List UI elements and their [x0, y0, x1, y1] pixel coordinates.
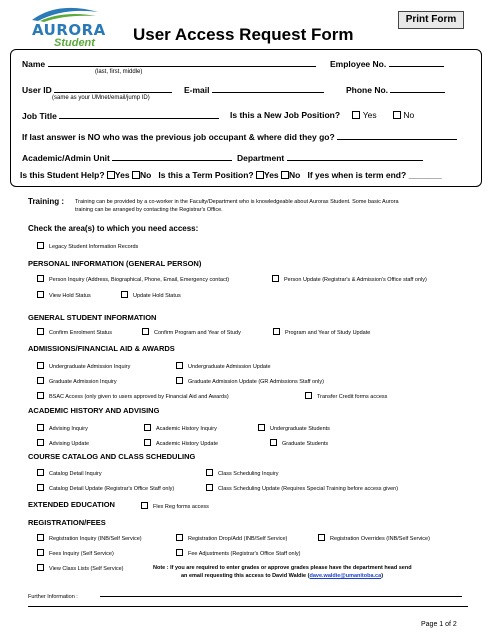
- grad-inquiry-item[interactable]: [37, 377, 117, 385]
- confirm-program-label: Confirm Program and Year of Study: [154, 330, 241, 336]
- enrolment-label: Confirm Enrolment Status: [49, 330, 112, 336]
- class-lists-label: View Class Lists (Self Service): [49, 566, 124, 572]
- advising-inquiry-item[interactable]: [37, 424, 88, 432]
- name-hint: (last, first, middle): [95, 69, 143, 75]
- grades-note-line-2: [153, 572, 412, 580]
- class-lists-item[interactable]: [37, 564, 123, 572]
- catalog-inquiry-label: Catalog Detail Inquiry: [49, 471, 102, 477]
- update-hold-item[interactable]: [121, 291, 181, 299]
- ug-update-item[interactable]: [176, 362, 271, 370]
- phone-row: [346, 84, 445, 95]
- history-inquiry-checkbox[interactable]: [144, 424, 151, 431]
- grad-update-checkbox[interactable]: [176, 377, 183, 384]
- section-course: COURSE CATALOG AND CLASS SCHEDULING: [28, 452, 196, 461]
- legacy-item[interactable]: [37, 242, 138, 250]
- history-update-label: Academic History Update: [156, 441, 219, 447]
- graduate-students-checkbox[interactable]: [270, 439, 277, 446]
- further-info-line[interactable]: [100, 596, 462, 597]
- undergrad-students-item[interactable]: [258, 424, 330, 432]
- training-text: [75, 198, 475, 214]
- job-title-label: Job Title: [22, 111, 57, 121]
- student-help-no-label: No: [139, 170, 152, 180]
- section-admissions: ADMISSIONS/FINANCIAL AID & AWARDS: [28, 344, 175, 353]
- fees-inquiry-item[interactable]: [37, 549, 114, 557]
- reg-dropadd-label: Registration Drop/Add (INB/Self Service): [188, 536, 288, 542]
- print-form-button[interactable]: Print Form: [398, 11, 464, 29]
- ug-inquiry-label: Undergraduate Admission Inquiry: [49, 364, 131, 370]
- view-hold-checkbox[interactable]: [37, 291, 44, 298]
- name-field[interactable]: [48, 58, 316, 67]
- email-field[interactable]: [212, 84, 324, 93]
- person-update-checkbox[interactable]: [272, 275, 279, 282]
- confirm-program-item[interactable]: [142, 328, 241, 336]
- further-info-label: Further Information :: [28, 594, 78, 600]
- training-label: Training :: [28, 197, 64, 206]
- flex-reg-item[interactable]: [141, 502, 209, 510]
- bsac-item[interactable]: [37, 392, 229, 400]
- section-history: ACADEMIC HISTORY AND ADVISING: [28, 406, 160, 415]
- department-field[interactable]: [287, 152, 423, 161]
- advising-inquiry-label: Advising Inquiry: [49, 426, 88, 432]
- class-lists-checkbox[interactable]: [37, 564, 44, 571]
- job-title-row: [22, 110, 219, 121]
- flex-reg-checkbox[interactable]: [141, 502, 148, 509]
- fees-inquiry-checkbox[interactable]: [37, 549, 44, 556]
- confirm-program-checkbox[interactable]: [142, 328, 149, 335]
- student-help-yes-label: Yes: [114, 170, 130, 180]
- unit-row: [22, 152, 232, 163]
- previous-occupant-label: If last answer is NO who was the previous job occupant & where did they go?: [22, 132, 335, 142]
- history-update-checkbox[interactable]: [144, 439, 151, 446]
- history-inquiry-item[interactable]: [144, 424, 217, 432]
- unit-label: Academic/Admin Unit: [22, 153, 110, 163]
- reg-inquiry-checkbox[interactable]: [37, 534, 44, 541]
- new-job-question: [230, 110, 414, 120]
- term-end-label: If yes when is term end?: [307, 170, 407, 180]
- person-inquiry-label: Person Inquiry (Address, Biographical, Phone, Email, Emergency contact): [49, 277, 230, 283]
- grades-note-close: ): [381, 573, 384, 579]
- legacy-label: Legacy Student Information Records: [49, 244, 139, 250]
- schedule-inquiry-checkbox[interactable]: [206, 469, 213, 476]
- student-help-yes-checkbox[interactable]: [107, 171, 115, 179]
- graduate-students-item[interactable]: [270, 439, 328, 447]
- footer-divider: [28, 606, 468, 607]
- catalog-update-checkbox[interactable]: [37, 484, 44, 491]
- fee-adjust-label: Fee Adjustments (Registrar's Office Staff only): [188, 551, 301, 557]
- enrolment-item[interactable]: [37, 328, 112, 336]
- swoosh-icon: [30, 6, 100, 22]
- aurora-student-logo: [24, 6, 106, 50]
- term-position-label: Is this a Term Position?: [158, 170, 254, 180]
- logo-brand-text: AURORA: [32, 21, 106, 39]
- phone-label: Phone No.: [346, 85, 389, 95]
- undergrad-students-label: Undergraduate Students: [270, 426, 330, 432]
- job-title-field[interactable]: [59, 110, 219, 119]
- schedule-inquiry-item[interactable]: [206, 469, 279, 477]
- schedule-update-checkbox[interactable]: [206, 484, 213, 491]
- transfer-credit-checkbox[interactable]: [305, 392, 312, 399]
- grad-update-item[interactable]: [176, 377, 324, 385]
- advising-update-checkbox[interactable]: [37, 439, 44, 446]
- history-update-item[interactable]: [144, 439, 218, 447]
- catalog-update-item[interactable]: [37, 484, 174, 492]
- view-hold-item[interactable]: [37, 291, 91, 299]
- catalog-inquiry-checkbox[interactable]: [37, 469, 44, 476]
- user-id-row: [22, 84, 172, 95]
- new-job-yes-label: Yes: [362, 110, 377, 120]
- program-update-checkbox[interactable]: [273, 328, 280, 335]
- transfer-credit-label: Transfer Credit forms access: [317, 394, 388, 400]
- ug-update-checkbox[interactable]: [176, 362, 183, 369]
- schedule-update-label: Class Scheduling Update (Requires Special Training before access given): [218, 486, 399, 492]
- flex-reg-label: Flex Reg forms access: [153, 504, 209, 510]
- student-help-row: [20, 170, 442, 180]
- term-end-field[interactable]: _______: [408, 170, 442, 180]
- view-hold-label: View Hold Status: [49, 293, 91, 299]
- user-id-label: User ID: [22, 85, 52, 95]
- employee-no-label: Employee No.: [330, 59, 387, 69]
- ug-inquiry-item[interactable]: [37, 362, 130, 370]
- name-label: Name: [22, 59, 46, 69]
- grades-note-text: an email requesting this access to David Waldie (: [181, 573, 310, 579]
- training-line-2: training can be arranged by contacting the Registrar's Office.: [75, 207, 223, 213]
- reg-dropadd-item[interactable]: [176, 534, 287, 542]
- term-no-label: No: [289, 170, 301, 180]
- reg-overrides-checkbox[interactable]: [318, 534, 325, 541]
- person-inquiry-checkbox[interactable]: [37, 275, 44, 282]
- update-hold-checkbox[interactable]: [121, 291, 128, 298]
- email-link[interactable]: dave.waldie@umanitoba.ca: [309, 573, 382, 579]
- section-personal: PERSONAL INFORMATION (GENERAL PERSON): [28, 259, 202, 268]
- fee-adjust-item[interactable]: [176, 549, 300, 557]
- program-update-item[interactable]: [273, 328, 370, 336]
- user-id-field[interactable]: [54, 84, 172, 93]
- new-job-yes-checkbox[interactable]: [352, 111, 360, 119]
- employee-no-row: [330, 58, 444, 69]
- new-job-label: Is this a New Job Position?: [230, 110, 341, 120]
- new-job-no-label: No: [403, 110, 415, 120]
- logo-sub-text: Student: [54, 37, 95, 49]
- unit-field[interactable]: [112, 152, 232, 161]
- grades-note-line-1: Note : If you are required to enter grades or approve grades please have the department head send: [153, 565, 412, 571]
- bsac-checkbox[interactable]: [37, 392, 44, 399]
- section-general: GENERAL STUDENT INFORMATION: [28, 313, 157, 322]
- transfer-credit-item[interactable]: [305, 392, 387, 400]
- reg-inquiry-label: Registration Inquiry (INB/Self Service): [49, 536, 142, 542]
- employee-no-field[interactable]: [389, 58, 444, 67]
- phone-field[interactable]: [390, 84, 445, 93]
- email-row: [184, 84, 324, 95]
- student-help-label: Is this Student Help?: [20, 170, 105, 180]
- update-hold-label: Update Hold Status: [133, 293, 181, 299]
- undergrad-students-checkbox[interactable]: [258, 424, 265, 431]
- new-job-no-checkbox[interactable]: [393, 111, 401, 119]
- grades-note: [153, 564, 412, 580]
- legacy-checkbox[interactable]: [37, 242, 44, 249]
- catalog-inquiry-item[interactable]: [37, 469, 102, 477]
- ug-inquiry-checkbox[interactable]: [37, 362, 44, 369]
- catalog-update-label: Catalog Detail Update (Registrar's Office Staff only): [49, 486, 175, 492]
- grad-inquiry-label: Graduate Admission Inquiry: [49, 379, 117, 385]
- bsac-label: BSAC Access (only given to users approved by Financial Aid and Awards): [49, 394, 229, 400]
- check-areas-heading: Check the area(s) to which you need access:: [28, 224, 199, 233]
- section-registration: REGISTRATION/FEES: [28, 518, 106, 527]
- graduate-students-label: Graduate Students: [282, 441, 329, 447]
- term-no-checkbox[interactable]: [281, 171, 289, 179]
- grad-inquiry-checkbox[interactable]: [37, 377, 44, 384]
- enrolment-checkbox[interactable]: [37, 328, 44, 335]
- history-inquiry-label: Academic History Inquiry: [156, 426, 217, 432]
- email-label: E-mail: [184, 85, 210, 95]
- user-id-hint: (same as your UMnet/email/jump ID): [52, 95, 150, 101]
- page-number: Page 1 of 2: [421, 621, 457, 628]
- section-extended: EXTENDED EDUCATION: [28, 500, 115, 509]
- term-yes-label: Yes: [264, 170, 279, 180]
- reg-overrides-label: Registration Overrides (INB/Self Service): [330, 536, 430, 542]
- schedule-update-item[interactable]: [206, 484, 398, 492]
- previous-occupant-field[interactable]: [337, 131, 457, 140]
- term-yes-checkbox[interactable]: [256, 171, 264, 179]
- training-line-1: Training can be provided by a co-worker in the Faculty/Department who is knowledgeable about Auroras Student. Some basic Aurora: [75, 199, 399, 205]
- advising-update-label: Advising Update: [49, 441, 90, 447]
- page-title: User Access Request Form: [133, 25, 354, 44]
- reg-overrides-item[interactable]: [318, 534, 430, 542]
- person-update-label: Person Update (Registrar's & Admission's Office staff only): [284, 277, 427, 283]
- student-help-no-checkbox[interactable]: [132, 171, 140, 179]
- reg-inquiry-item[interactable]: [37, 534, 142, 542]
- previous-occupant-row: [22, 131, 457, 142]
- ug-update-label: Undergraduate Admission Update: [188, 364, 271, 370]
- program-update-label: Program and Year of Study Update: [285, 330, 371, 336]
- reg-dropadd-checkbox[interactable]: [176, 534, 183, 541]
- schedule-inquiry-label: Class Scheduling Inquiry: [218, 471, 279, 477]
- department-label: Department: [237, 153, 285, 163]
- advising-inquiry-checkbox[interactable]: [37, 424, 44, 431]
- department-row: [237, 152, 423, 163]
- grad-update-label: Graduate Admission Update (GR Admissions Staff only): [188, 379, 324, 385]
- fee-adjust-checkbox[interactable]: [176, 549, 183, 556]
- person-update-item[interactable]: [272, 275, 427, 283]
- person-inquiry-item[interactable]: [37, 275, 229, 283]
- fees-inquiry-label: Fees Inquiry (Self Service): [49, 551, 114, 557]
- advising-update-item[interactable]: [37, 439, 89, 447]
- name-row: [22, 58, 316, 69]
